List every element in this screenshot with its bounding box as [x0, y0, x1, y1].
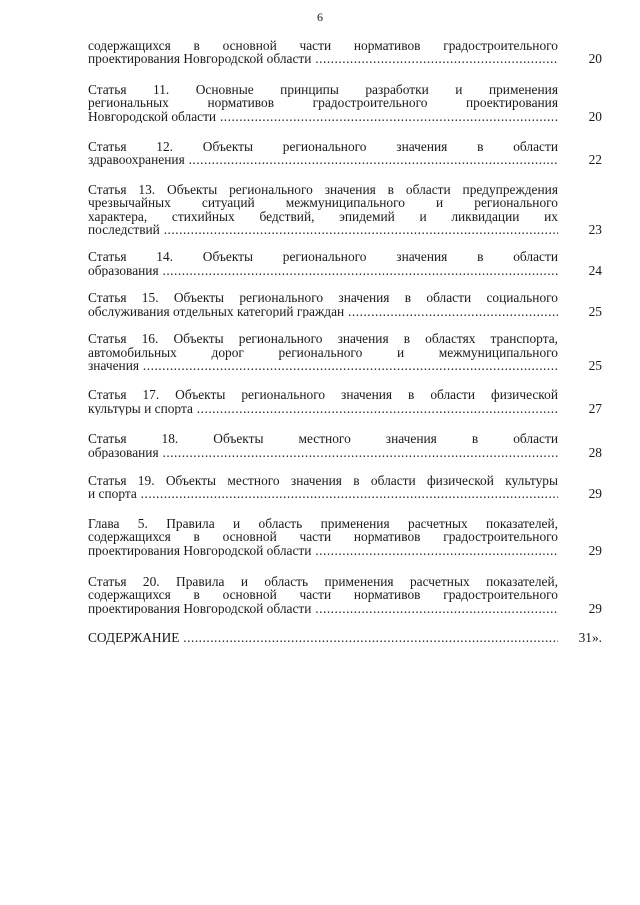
page-number: 6: [317, 10, 323, 24]
toc-page-number: 31».: [578, 630, 602, 646]
toc-entry-title: [88, 291, 558, 318]
toc-line: Статья 17. Объекты регионального значения в области физической: [88, 387, 558, 403]
table-of-contents: [88, 39, 602, 645]
toc-entry-title: [88, 575, 558, 615]
toc-line: содержащихся в основной части нормативов градостроительного: [88, 529, 558, 545]
toc-line: Статья 11. Основные принципы разработки и применения: [88, 81, 558, 97]
toc-page-number: 28: [588, 444, 602, 460]
toc-line: Глава 5. Правила и область применения расчетных показателей,: [88, 515, 558, 531]
toc-line: Статья 19. Объекты местного значения в области физической культуры: [88, 472, 558, 488]
toc-line: содержащихся в основной части нормативов градостроительного: [88, 587, 558, 603]
toc-line: образования .....: [88, 446, 558, 459]
toc-entry-title: [88, 183, 558, 237]
toc-entry-title: [88, 432, 558, 459]
toc-entry-title: [88, 631, 558, 644]
toc-entry: [88, 39, 602, 66]
toc-page-number: 25: [588, 357, 602, 373]
toc-entry-title: [88, 474, 558, 501]
toc-line: Статья 13. Объекты регионального значения в области предупреждения: [88, 181, 558, 197]
toc-line: образования .....: [88, 264, 558, 277]
toc-page-number: 29: [588, 542, 602, 558]
toc-entry: [88, 332, 602, 372]
toc-entry-title: [88, 83, 558, 123]
toc-line: характера, стихийных бедствий, эпидемий и ликвидации их: [88, 208, 558, 224]
toc-line: Статья 18. Объекты местного значения в области: [88, 431, 558, 447]
toc-page-number: 20: [588, 108, 602, 124]
toc-line: проектирования Новгородской области .....: [88, 602, 558, 615]
toc-entry: [88, 250, 602, 277]
toc-line: Статья 15. Объекты регионального значения в области социального: [88, 290, 558, 306]
toc-page-number: 23: [588, 222, 602, 238]
toc-line: Новгородской области .....: [88, 110, 558, 123]
toc-line: и спорта .....: [88, 487, 558, 500]
toc-line: Статья 14. Объекты регионального значения в области: [88, 249, 558, 265]
toc-line: последствий .....: [88, 223, 558, 236]
toc-entry: [88, 575, 602, 615]
toc-page-number: 22: [588, 152, 602, 168]
toc-entry-title: [88, 388, 558, 415]
toc-entry: [88, 140, 602, 167]
toc-line: автомобильных дорог регионального и межмуниципального: [88, 344, 558, 360]
toc-page-number: 24: [588, 262, 602, 278]
toc-line: здравоохранения .....: [88, 153, 558, 166]
toc-line: Статья 12. Объекты регионального значения в области: [88, 139, 558, 155]
toc-line: обслуживания отдельных категорий граждан .....: [88, 305, 558, 318]
toc-entry: [88, 388, 602, 415]
toc-line: СОДЕРЖАНИЕ .....: [88, 631, 558, 644]
toc-entry: [88, 432, 602, 459]
toc-entry: [88, 183, 602, 237]
toc-page-number: 29: [588, 486, 602, 502]
toc-entry-title: [88, 39, 558, 66]
toc-entry: [88, 631, 602, 644]
toc-line: культуры и спорта .....: [88, 402, 558, 415]
toc-entry: [88, 517, 602, 557]
toc-line: региональных нормативов градостроительного проектирования: [88, 95, 558, 111]
toc-entry-title: [88, 250, 558, 277]
toc-entry-title: [88, 140, 558, 167]
toc-line: Статья 16. Объекты регионального значения в областях транспорта,: [88, 331, 558, 347]
toc-line: содержащихся в основной части нормативов градостроительного: [88, 38, 558, 53]
toc-entry: [88, 291, 602, 318]
toc-line: значения .....: [88, 359, 558, 372]
toc-entry: [88, 83, 602, 123]
toc-line: Статья 20. Правила и область применения расчетных показателей,: [88, 573, 558, 589]
toc-entry-title: [88, 332, 558, 372]
toc-line: проектирования Новгородской области .....: [88, 544, 558, 557]
toc-entry-title: [88, 517, 558, 557]
toc-page-number: 29: [588, 600, 602, 616]
toc-line: чрезвычайных ситуаций межмуниципального и регионального: [88, 195, 558, 211]
toc-line: проектирования Новгородской области .....: [88, 52, 558, 65]
toc-page-number: 27: [588, 400, 602, 416]
toc-entry: [88, 474, 602, 501]
toc-page-number: 25: [588, 303, 602, 319]
toc-page-number: 20: [588, 51, 602, 67]
